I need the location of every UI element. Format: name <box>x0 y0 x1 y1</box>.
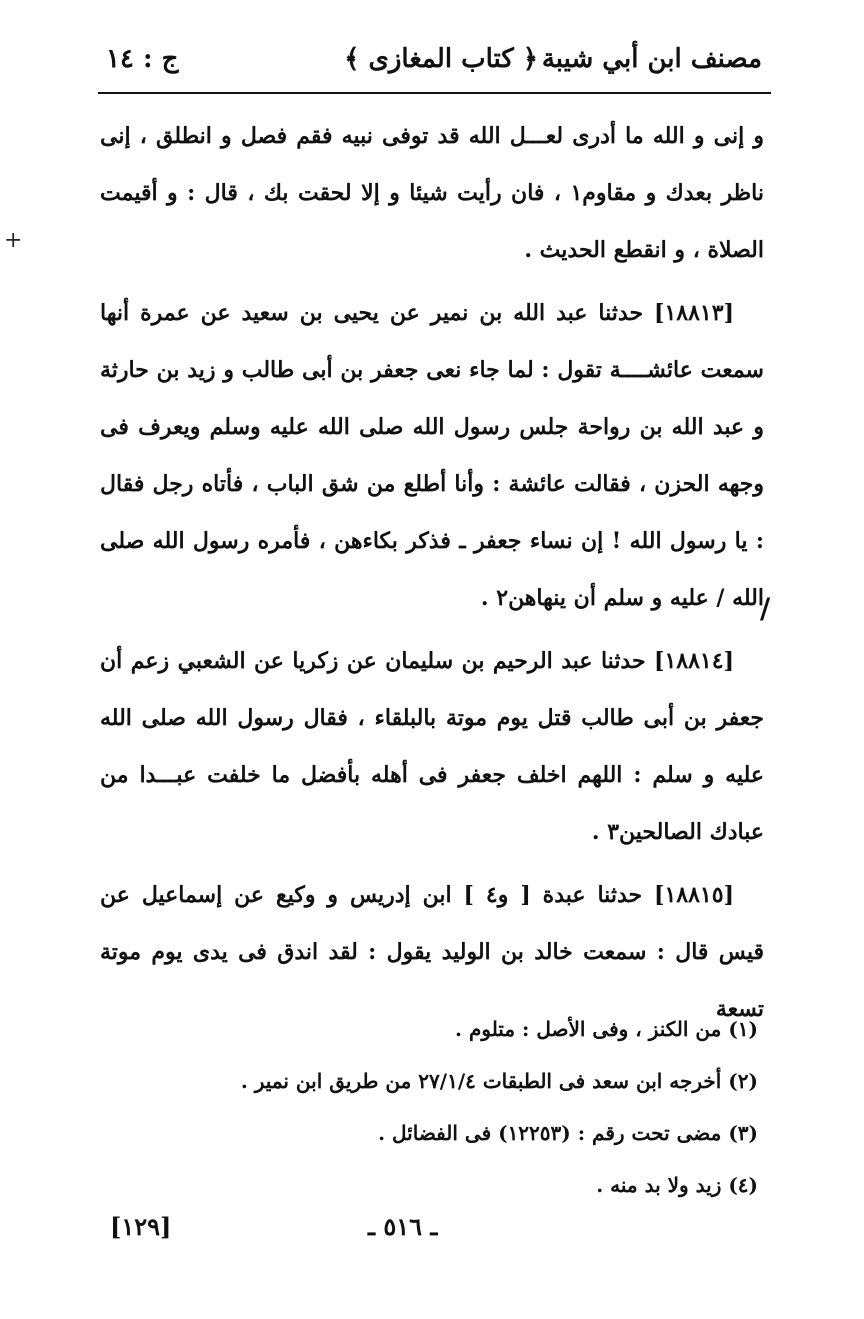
running-header <box>98 38 770 82</box>
hadith-paragraph <box>100 633 764 861</box>
page-number: ـ ٥١٦ ـ <box>368 1212 438 1241</box>
hadith-number: [١٨٨١٣] <box>654 300 734 326</box>
volume-label: ج : ١٤ <box>106 44 179 74</box>
main-text <box>100 108 764 1038</box>
paragraph-text: و إنى و الله ما أدرى لعـــل الله قد توفى نبيه فقم فصل و انطلق ، إنى ناظر بعدك و مقاوم١ ، فان رأيت شيئا و إلا لحقت بك ، قال : و أقيمت الصلاة ، و انقطع الحديث . <box>100 123 764 263</box>
hadith-number: [١٨٨١٥] <box>654 882 734 908</box>
section-title: ﴿ كتاب المغازى ﴾ <box>344 44 538 74</box>
footnotes <box>200 1003 758 1211</box>
paragraph-text: حدثنا عبد الله بن نمير عن يحيى بن سعيد عن عمرة أنها سمعت عائشــــة تقول : لما جاء نعى جعفر بن أبى طالب و زيد بن حارثة و عبد الله بن رواحة جلس رسول الله صلى الله عليه وسلم ويعرف فى وجهه الحزن ، فقالت عائشة : وأنا أطلع من شق الباب ، فأتاه رجل فقال : يا رسول الله ! إن نساء جعفر ـ فذكر بكاءهن ، فأمره رسول الله صلى الله / عليه و سلم أن ينهاهن٢ . <box>100 300 764 611</box>
hadith-paragraph <box>100 285 764 627</box>
paragraph-continuation <box>100 108 764 279</box>
page-footer <box>98 1208 770 1248</box>
crosshair-mark-icon: + <box>4 228 23 253</box>
footnote: (٣) مضى تحت رقم : (١٢٢٥٣) فى الفضائل . <box>378 1121 758 1145</box>
footnote: (١) من الكنز ، وفى الأصل : متلوم . <box>455 1017 758 1041</box>
paragraph-text: حدثنا عبدة [ و٤ ] ابن إدريس و وكيع عن إسماعيل عن قيس قال : سمعت خالد بن الوليد يقول : لقد اندق فى يدى يوم موتة تسعة <box>100 882 764 1022</box>
margin-page-mark: / <box>760 592 771 625</box>
book-title: مصنف ابن أبي شيبة <box>541 44 762 74</box>
paragraph-text: حدثنا عبد الرحيم بن سليمان عن زكريا عن الشعبي زعم أن جعفر بن أبى طالب قتل يوم موتة بالبلقاء ، فقال رسول الله صلى الله عليه و سلم : اللهم اخلف جعفر فى أهله بأفضل ما خلفت عبـــدا من عبادك الصالحين٣ . <box>100 648 764 845</box>
header-rule <box>98 92 771 94</box>
original-page-number: [١٢٩] <box>110 1212 172 1241</box>
hadith-number: [١٨٨١٤] <box>654 648 734 674</box>
footnote: (٤) زيد ولا بد منه . <box>596 1173 758 1197</box>
footnote: (٢) أخرجه ابن سعد فى الطبقات ٢٧/١/٤ من طريق ابن نمير . <box>240 1069 758 1093</box>
